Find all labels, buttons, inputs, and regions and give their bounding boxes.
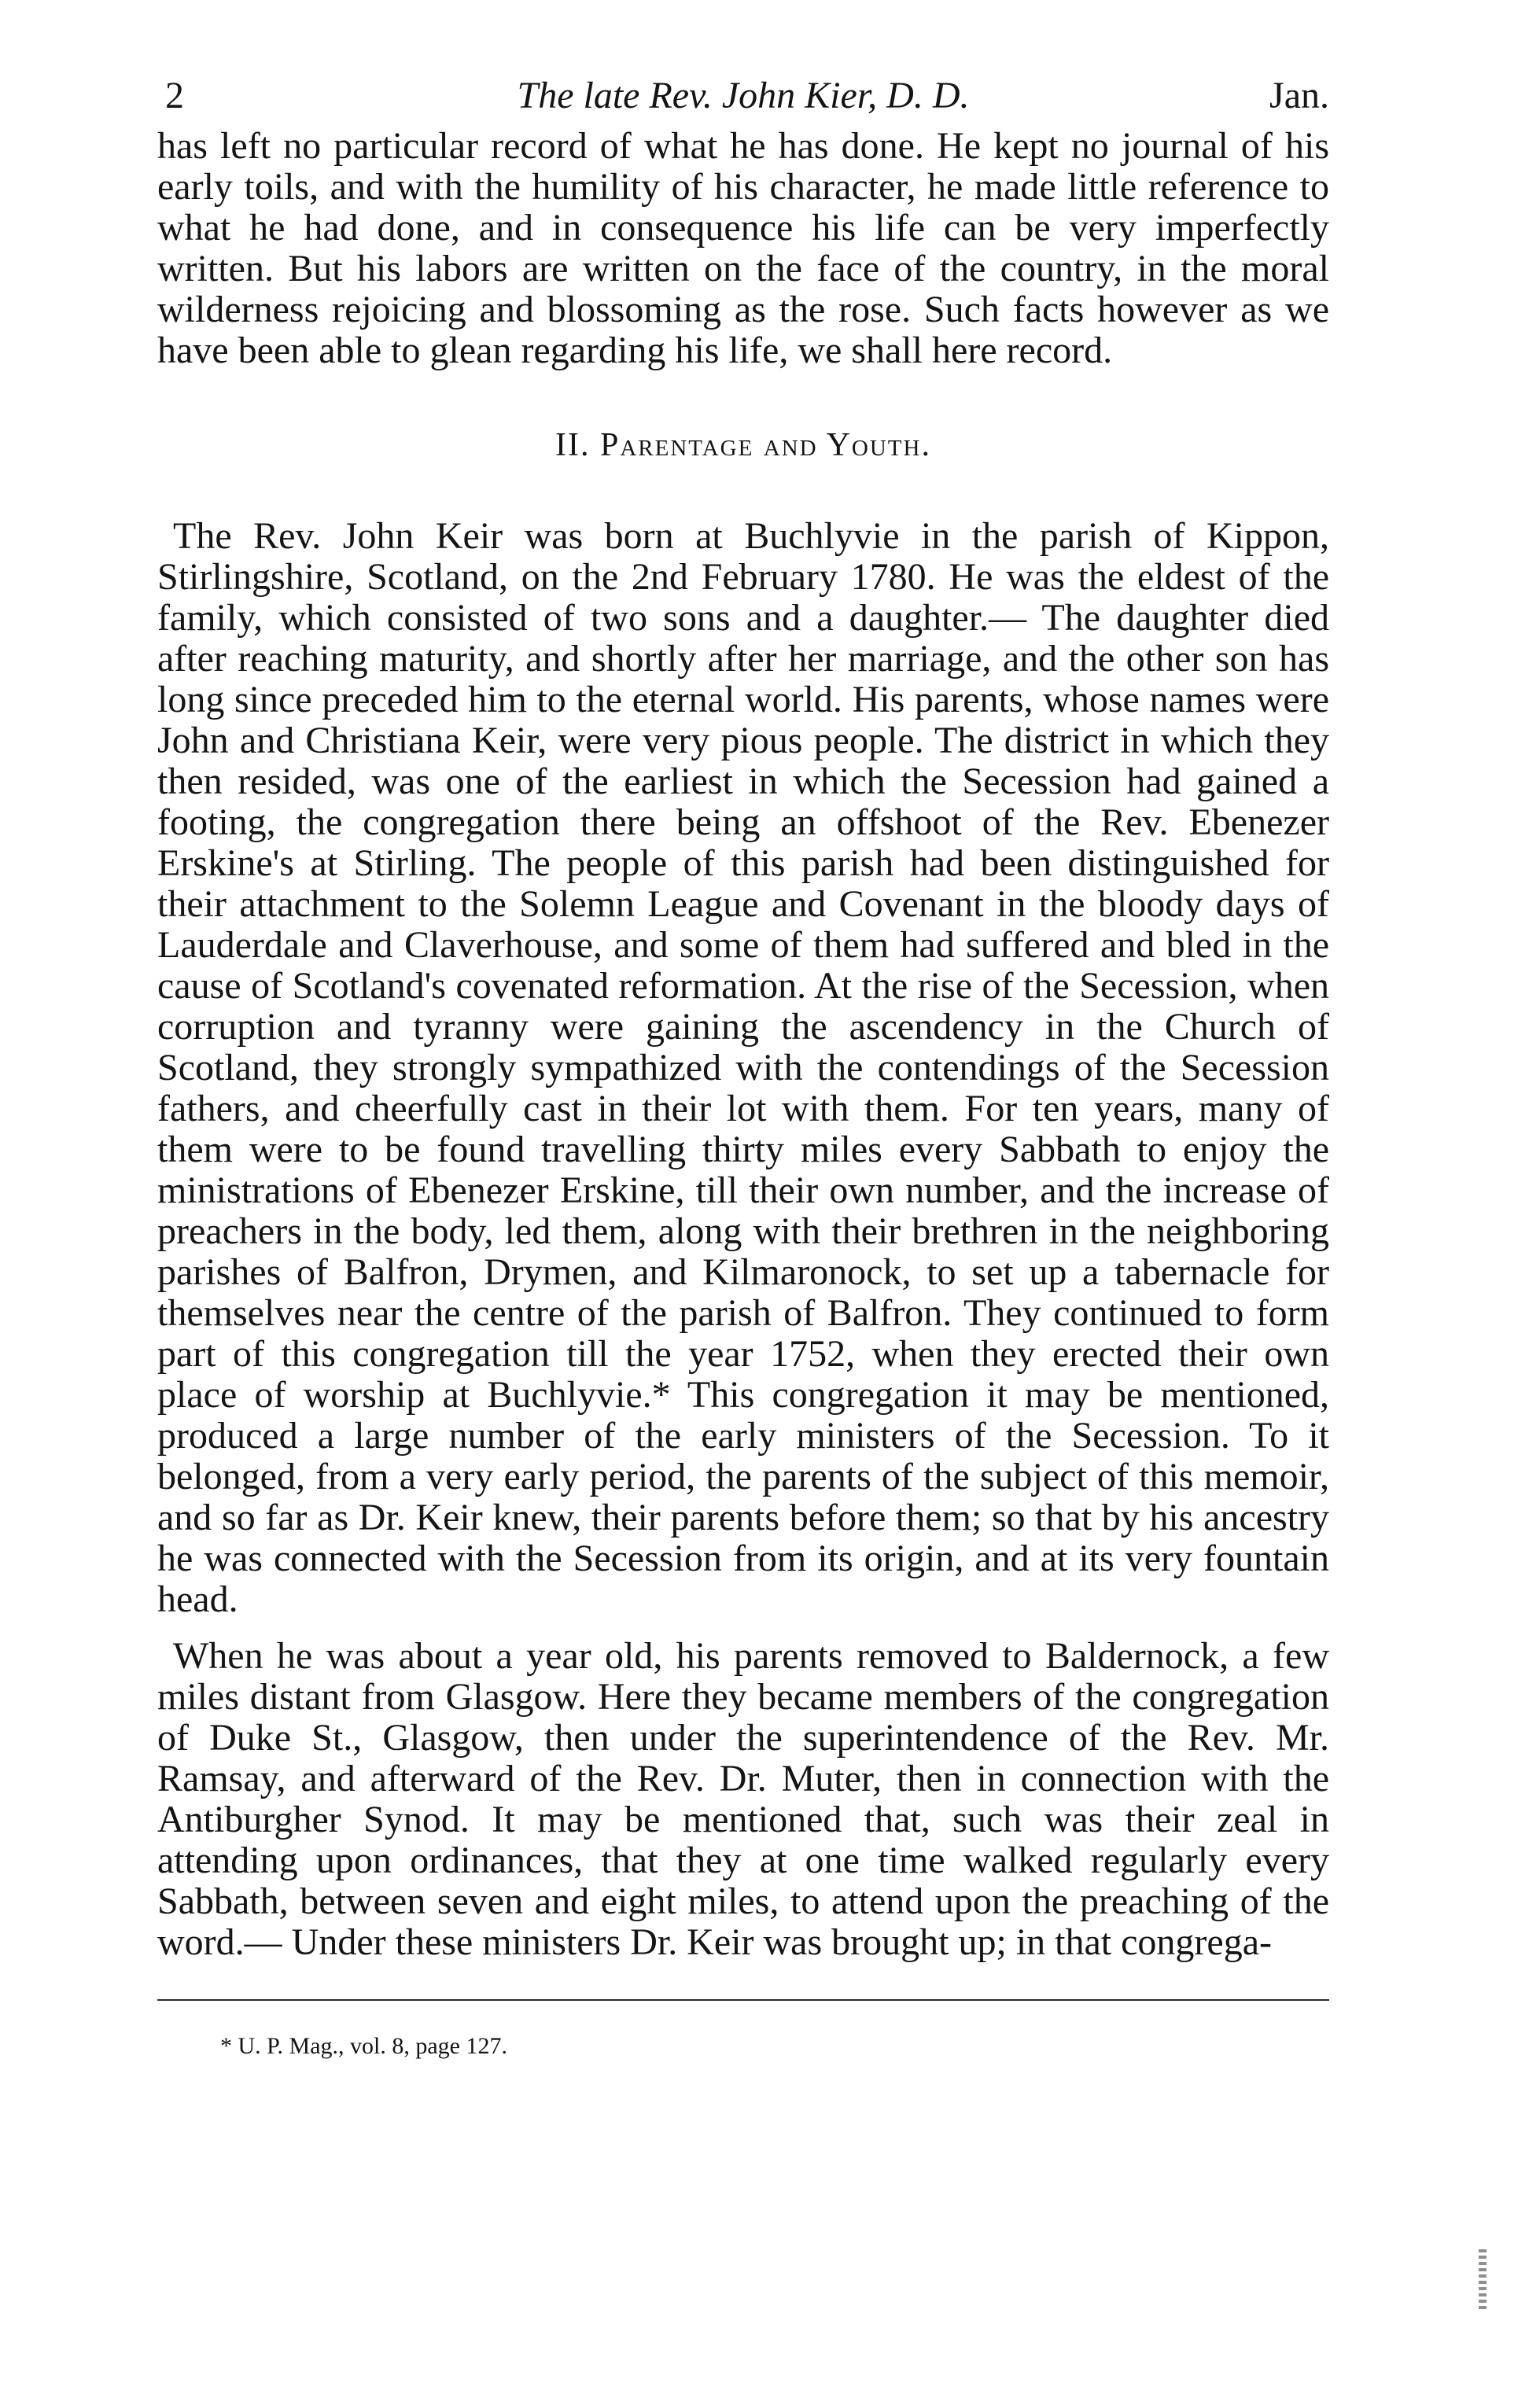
scan-edge-mark — [1479, 2249, 1487, 2312]
running-header — [157, 63, 1329, 126]
body-paragraph-2: When he was about a year old, his parents removed to Baldernock, a few miles distant from Glasgow. Here they became members of the congregation of Duke St., Glasgow, then under the superintendence of the Rev. Mr. Ramsay, and afterward of the Rev. Dr. Muter, then in connection with the Antiburgher Synod. It may be mentioned that, such was their zeal in attending upon ordinances, that they at one time walked regularly every Sabbath, between seven and eight miles, to attend upon the preaching of the word.— Under these ministers Dr. Keir was brought up; in that congrega- — [157, 1635, 1329, 1963]
opening-paragraph: has left no particular record of what he has done. He kept no journal of his early toils, and with the humility of his character, he made little reference to what he had done, and in consequence his life can be very imperfectly written. But his labors are written on the face of the country, in the moral wilderness rejoicing and blossoming as the rose. Such facts however as we have been able to glean regarding his life, we shall here record. — [157, 125, 1329, 371]
running-month: Jan. — [1269, 75, 1329, 116]
running-title: The late Rev. John Kier, D. D. — [517, 75, 970, 116]
footnote: * U. P. Mag., vol. 8, page 127. — [220, 2033, 507, 2059]
document-page — [157, 63, 1329, 2061]
footnote-rule — [157, 1999, 1329, 2001]
page-number: 2 — [165, 75, 184, 116]
body-paragraph-1: The Rev. John Keir was born at Buchlyvie in the parish of Kippon, Stirlingshire, Scotland, on the 2nd February 1780. He was the eldest of the family, which consisted of two sons and a daughter.— The daughter died after reaching maturity, and shortly after her marriage, and the other son has long since preceded him to the eternal world. His parents, whose names were John and Christiana Keir, were very pious people. The district in which they then resided, was one of the earliest in which the Secession had gained a footing, the congregation there being an offshoot of the Rev. Ebenezer Erskine's at Stirling. The people of this parish had been distinguished for their attachment to the Solemn League and Covenant in the bloody days of Lauderdale and Claverhouse, and some of them had suffered and bled in the cause of Scotland's covenated reformation. At the rise of the Secession, when corruption and tyranny were gaining the ascendency in the Church of Scotland, they strongly sympathized with the contendings of the Secession fathers, and cheerfully cast in their lot with them. For ten years, many of them were to be found travelling thirty miles every Sabbath to enjoy the ministrations of Ebenezer Erskine, till their own number, and the increase of preachers in the body, led them, along with their brethren in the neighboring parishes of Balfron, Drymen, and Kilmaronock, to set up a tabernacle for themselves near the centre of the parish of Balfron. They continued to form part of this congregation till the year 1752, when they erected their own place of worship at Buchlyvie.* This congregation it may be mentioned, produced a large number of the early ministers of the Secession. To it belonged, from a very early period, the parents of the subject of this memoir, and so far as Dr. Keir knew, their parents before them; so that by his ancestry he was connected with the Secession from its origin, and at its very fountain head. — [157, 515, 1329, 1620]
section-heading: II. Parentage and Youth. — [555, 427, 931, 463]
